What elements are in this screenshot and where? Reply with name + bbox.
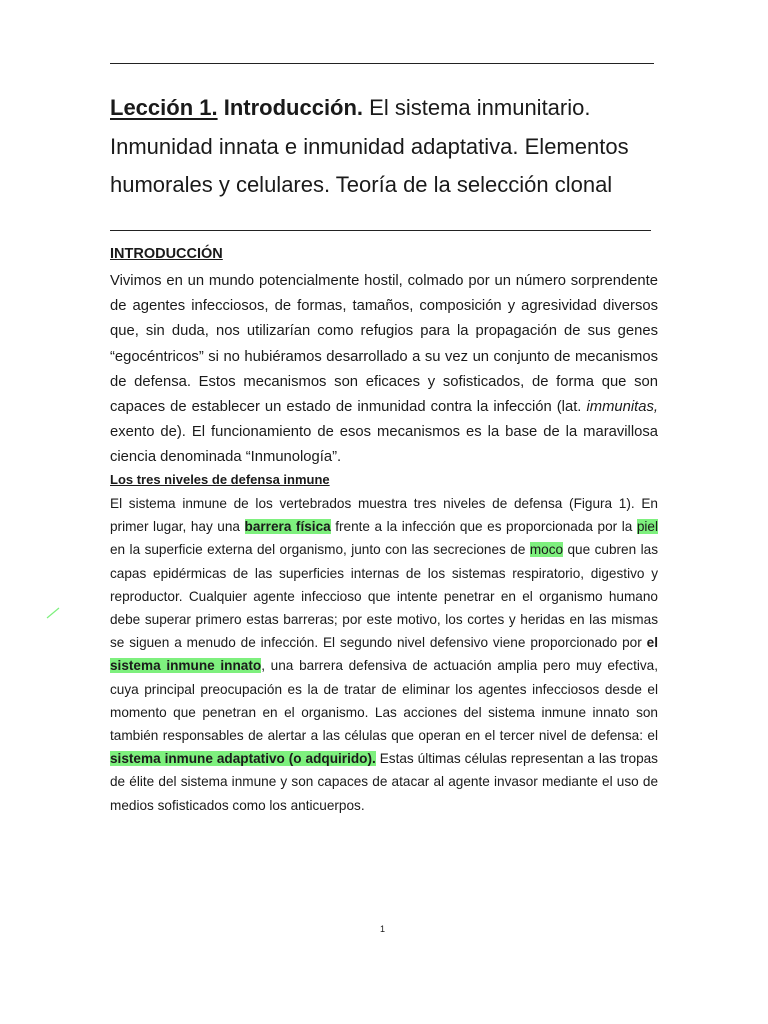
lesson-title-text: El sistema inmunitario. Inmunidad innata e inmunidad adaptativa. Elementos humorales y celulares. Teoría de la selección clonal — [110, 95, 629, 197]
highlight-moco: moco — [529, 542, 564, 558]
latin-term: immunitas, — [586, 399, 658, 416]
intro-text-a: Vivimos en un mundo potencialmente hostil, colmado por un número sorprendente de agentes infecciosos, de formas, tamaños, composición y agresividad diversos que, sin duda, nos utilizarían como refugios para la propagación de sus genes “egocéntricos” si no hubiéramos desarrollado a su vez un conjunto de mecanismos de defensa. Estos mecanismos son eficaces y sofisticados, de forma que son capaces de establecer un estado de inmunidad contra la infección (lat. — [110, 273, 658, 416]
text-run: Estas últimas células representan a las tropas de élite del sistema inmune y son capaces de atacar al agente invasor mediante el uso de medios sofisticados como los anticuerpos. — [110, 751, 658, 813]
highlight-barrera-fisica: barrera física — [244, 519, 331, 535]
text-run: El sistema inmune de los vertebrados muestra tres niveles de defensa (Figura 1). En primer lugar, hay una — [110, 496, 658, 535]
text-run: , una barrera defensiva de actuación amplia pero muy efectiva, cuya principal preocupación es la de tratar de eliminar los agentes infecciosos desde el momento que penetran en el organismo. Las acciones del sistema inmune innato son también responsables de alertar a las células que operan en el tercer nivel de defensa: el — [110, 658, 658, 744]
intro-paragraph — [110, 269, 658, 471]
lesson-title — [110, 89, 670, 205]
bold-el: el — [646, 635, 658, 651]
highlight-sistema-adaptativo: sistema inmune adaptativo (o adquirido). — [110, 751, 376, 767]
page-number: 1 — [380, 924, 386, 934]
text-run: frente a la infección que es proporcionada por la — [330, 519, 637, 535]
text-run: que cubren las capas epidérmicas de las superficies internas de los sistemas respiratorio, digestivo y reproductor. Cualquier agente infeccioso que intente penetrar en el organismo humano debe superar primero estas barreras; por este motivo, los cortes y heridas en las mismas se siguen a menudo de infección. El segundo nivel defensivo viene proporcionado por — [110, 542, 658, 651]
section-heading-defense-levels: Los tres niveles de defensa inmune — [110, 472, 330, 487]
defense-levels-paragraph — [110, 492, 658, 817]
lesson-intro-label: Introducción. — [223, 95, 364, 120]
top-divider-line — [110, 63, 654, 64]
section-heading-introduccion: INTRODUCCIÓN — [110, 246, 223, 262]
highlight-sistema-innato: sistema inmune innato — [110, 658, 262, 674]
lesson-number: Lección 1. — [110, 95, 218, 120]
highlight-piel: piel — [636, 519, 658, 535]
pen-stroke-mark — [46, 605, 60, 619]
intro-text-b: exento de). El funcionamiento de esos mecanismos es la base de la maravillosa ciencia denominada “Inmunología”. — [110, 424, 658, 466]
bottom-divider-line — [110, 230, 651, 231]
text-run: en la superficie externa del organismo, junto con las secreciones de — [110, 542, 530, 558]
